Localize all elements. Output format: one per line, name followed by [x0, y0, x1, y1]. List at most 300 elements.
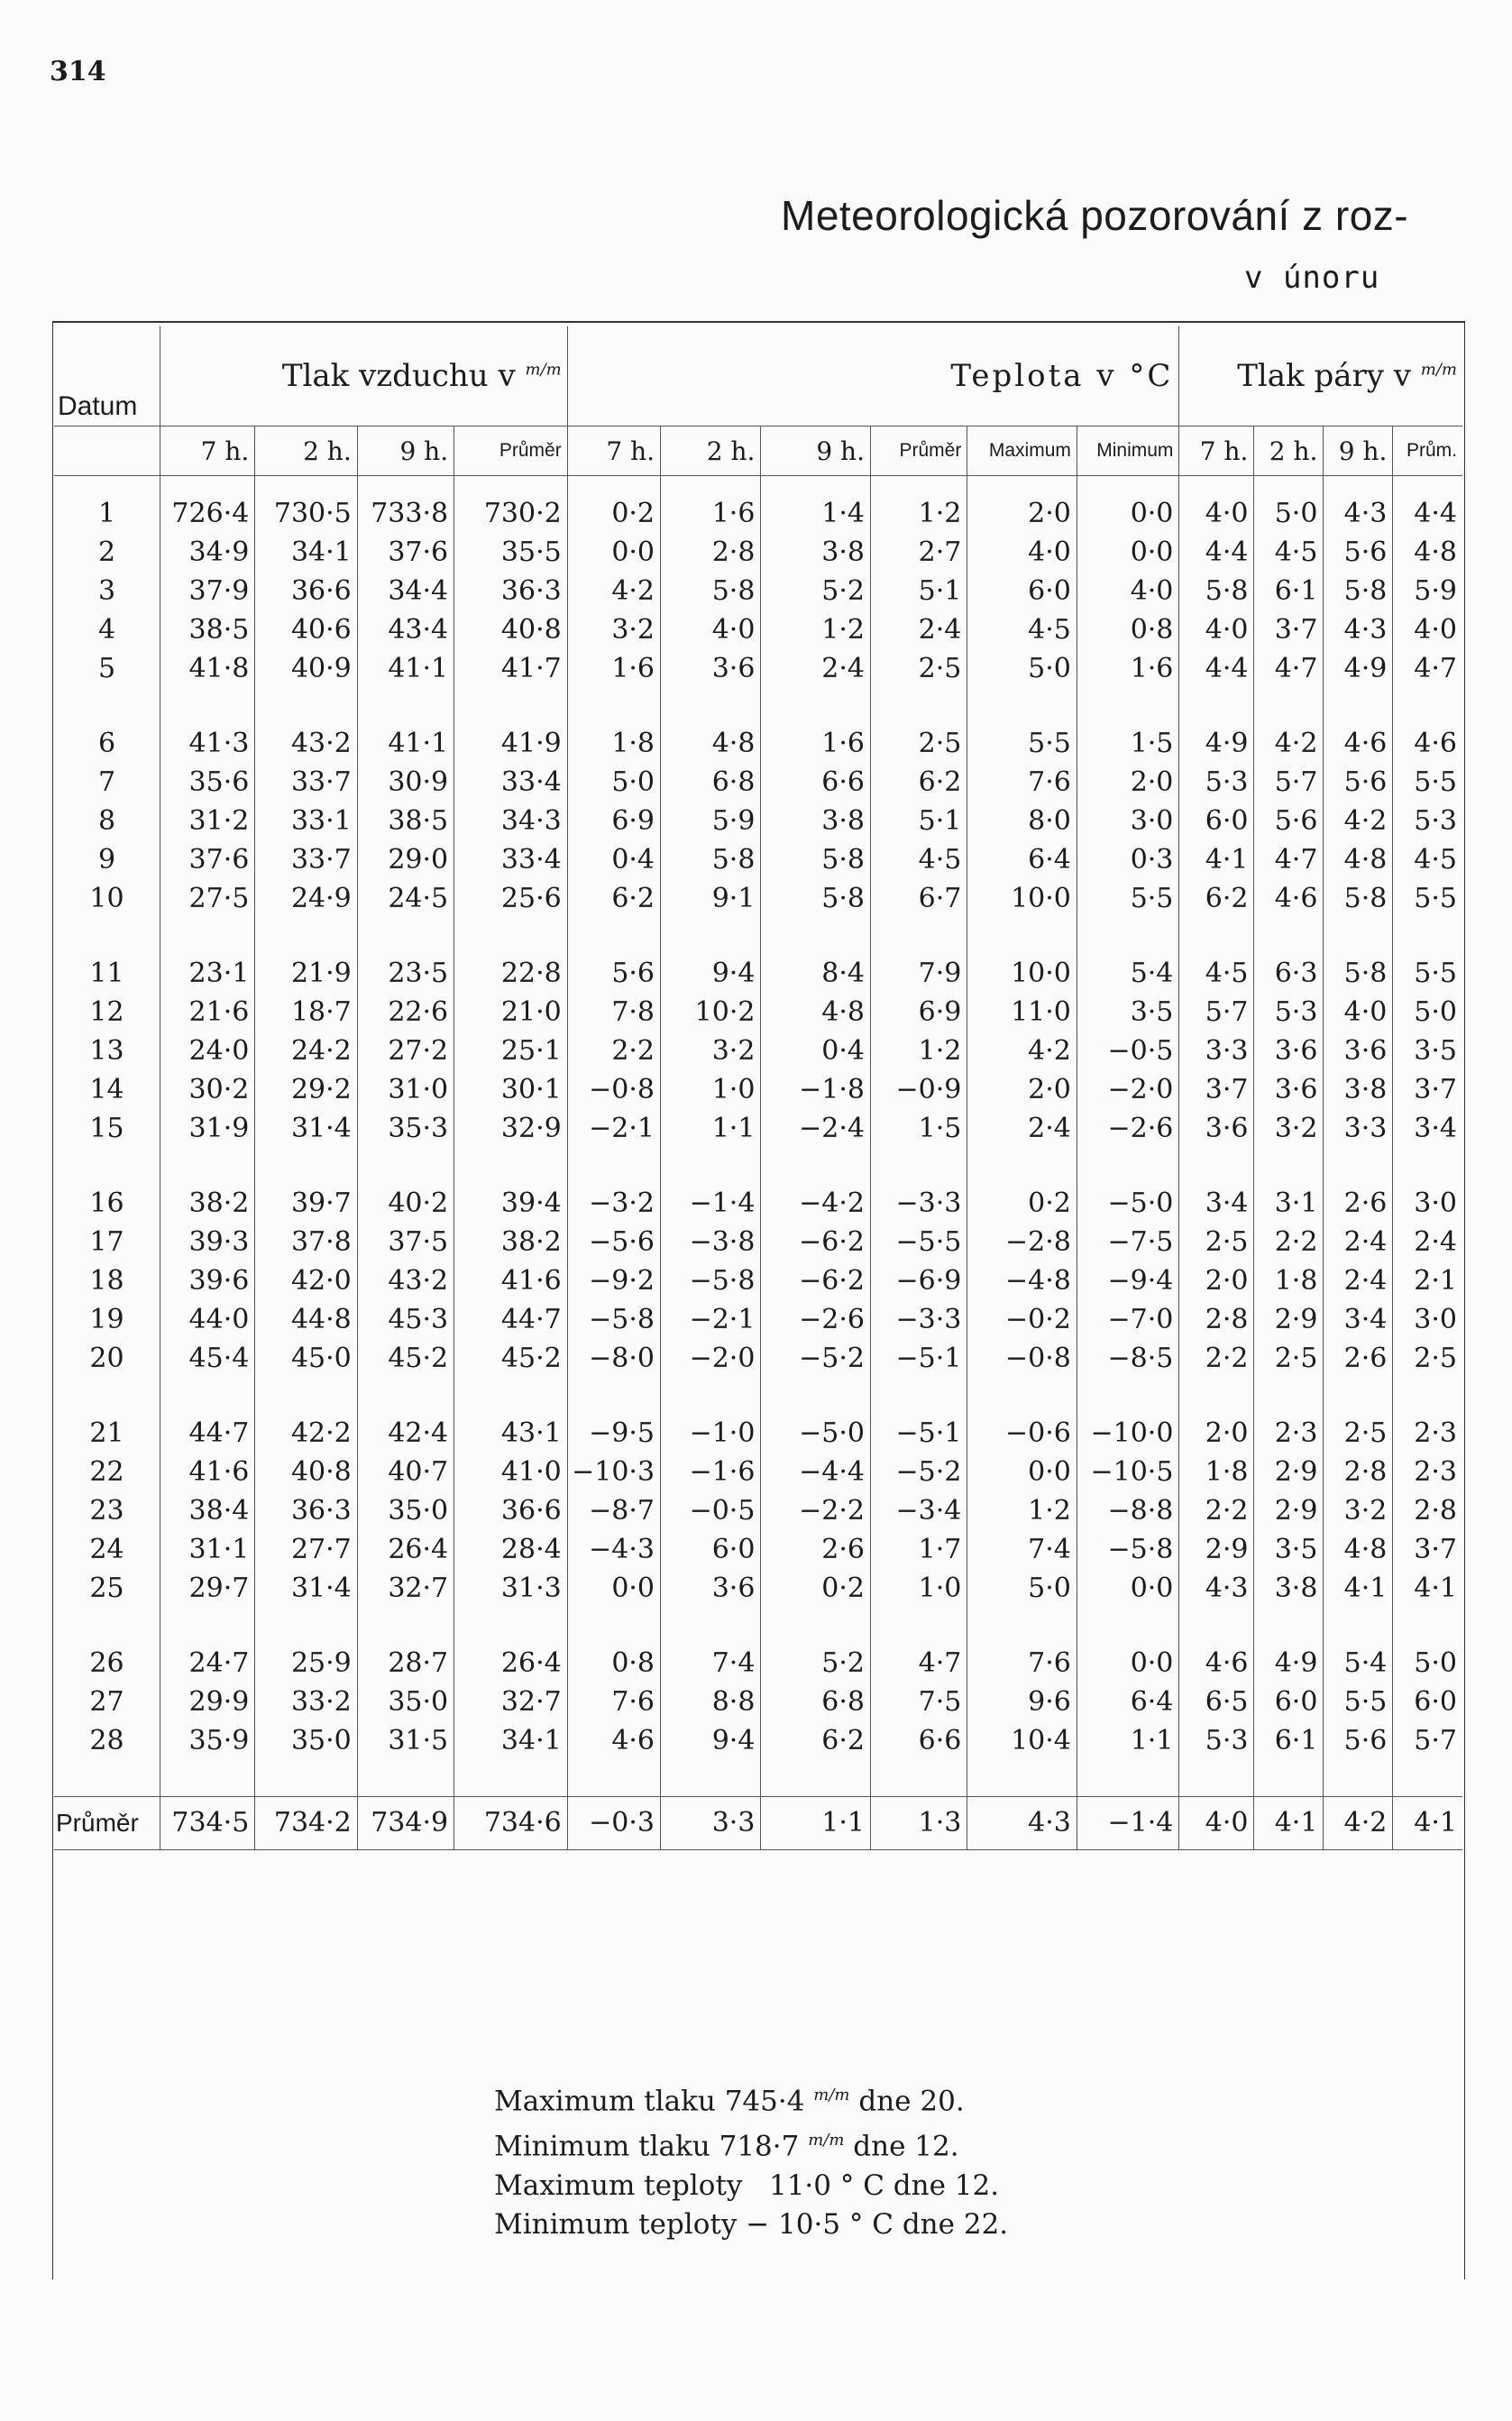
blank-cell [1254, 1378, 1324, 1414]
table-row [54, 1453, 1462, 1491]
value-cell: 34·1 [454, 1721, 568, 1760]
blank-cell [357, 1608, 454, 1644]
value-cell: 0·0 [567, 533, 660, 572]
value-cell: 3·5 [1077, 993, 1179, 1032]
value-cell: 2·9 [1254, 1300, 1324, 1339]
blank-cell [255, 1378, 357, 1414]
value-cell: 2·4 [1393, 1223, 1462, 1261]
value-cell: 4·9 [1324, 649, 1393, 688]
table-row [54, 494, 1462, 533]
value-cell: 8·8 [661, 1683, 761, 1721]
value-cell: 21·6 [160, 993, 254, 1032]
value-cell: −4·3 [567, 1530, 660, 1569]
value-cell: 5·5 [1393, 879, 1462, 918]
blank-cell [1077, 1608, 1179, 1644]
blank-cell [1393, 688, 1462, 724]
value-cell: 5·6 [1324, 1721, 1393, 1760]
blank-cell [1077, 1760, 1179, 1797]
value-cell: 726·4 [160, 494, 254, 533]
value-cell: 4·2 [567, 572, 660, 610]
day-cell: 9 [97, 844, 116, 876]
value-cell: 2·3 [1393, 1414, 1462, 1453]
value-cell: 4·4 [1179, 533, 1254, 572]
table-row [54, 840, 1462, 879]
value-cell: 5·8 [1179, 572, 1254, 610]
pressure-2h-header: 2 h. [255, 426, 357, 476]
table-row [54, 1184, 1462, 1223]
value-cell: 3·5 [1254, 1530, 1324, 1569]
value-cell: −3·2 [567, 1184, 660, 1223]
value-cell: −6·2 [761, 1223, 871, 1261]
day-cell: 21 [89, 1417, 124, 1449]
blank-cell [160, 1378, 254, 1414]
extremes-notes [494, 2076, 1008, 2244]
value-cell: 44·7 [160, 1414, 254, 1453]
datum-header: Datum [58, 391, 138, 421]
value-cell: 40·9 [255, 649, 357, 688]
value-cell: 2·5 [1324, 1414, 1393, 1453]
value-cell: 4·1 [1324, 1569, 1393, 1608]
value-cell: 4·6 [1254, 879, 1324, 918]
blank-cell [255, 688, 357, 724]
day-cell: 18 [89, 1265, 124, 1297]
value-cell: 28·4 [454, 1530, 568, 1569]
note-temp-min: Minimum teploty − 10·5 ° C dne 22. [494, 2207, 1009, 2241]
blank-cell [761, 1760, 871, 1797]
value-cell: 4·0 [1179, 494, 1254, 533]
value-cell: 5·5 [1324, 1683, 1393, 1721]
value-cell: 37·9 [160, 572, 254, 610]
value-cell: −8·8 [1077, 1491, 1179, 1530]
value-cell: 2·7 [870, 533, 967, 572]
blank-cell [357, 1148, 454, 1184]
blank-cell [357, 918, 454, 954]
value-cell: 5·0 [1254, 494, 1324, 533]
value-cell: 4·0 [1179, 610, 1254, 649]
value-cell: 3·2 [661, 1032, 761, 1070]
table-row [54, 1414, 1462, 1453]
blank-cell [1179, 1378, 1254, 1414]
value-cell: 2·3 [1254, 1414, 1324, 1453]
blank-cell [870, 476, 967, 495]
value-cell: −0·8 [967, 1339, 1077, 1378]
note-temp-max: Maximum teploty 11·0 ° C dne 12. [494, 2169, 1000, 2202]
value-cell: 7·6 [567, 1683, 660, 1721]
table-row [54, 1721, 1462, 1760]
value-cell: 30·9 [357, 763, 454, 802]
value-cell: 5·0 [1393, 1644, 1462, 1683]
value-cell: 27·2 [357, 1032, 454, 1070]
value-cell: 4·4 [1393, 494, 1462, 533]
value-cell: 1·2 [870, 494, 967, 533]
value-cell: 37·8 [255, 1223, 357, 1261]
blank-cell [870, 1608, 967, 1644]
temp-9h-header: 9 h. [761, 426, 871, 476]
value-cell: 2·0 [1179, 1414, 1254, 1453]
pressure-7h-header: 7 h. [160, 426, 254, 476]
value-cell: 0·0 [1077, 533, 1179, 572]
value-cell: 4·2 [967, 1032, 1077, 1070]
value-cell: 6·0 [1393, 1683, 1462, 1721]
value-cell: 31·1 [160, 1530, 254, 1569]
value-cell: −3·3 [870, 1300, 967, 1339]
value-cell: 2·0 [967, 1070, 1077, 1109]
value-cell: 31·5 [357, 1721, 454, 1760]
value-cell: 730·5 [255, 494, 357, 533]
group-gap-row [54, 1760, 1462, 1797]
value-cell: 31·3 [454, 1569, 568, 1608]
day-cell: 8 [97, 805, 116, 837]
day-cell: 3 [97, 575, 116, 607]
value-cell: 2·4 [761, 649, 871, 688]
value-cell: 4·5 [870, 840, 967, 879]
value-cell: −5·8 [661, 1261, 761, 1300]
value-cell: −5·1 [870, 1339, 967, 1378]
value-cell: 5·3 [1254, 993, 1324, 1032]
value-cell: 5·2 [761, 572, 871, 610]
value-cell: 25·6 [454, 879, 568, 918]
value-cell: 38·2 [454, 1223, 568, 1261]
blank-cell [357, 476, 454, 495]
value-cell: 9·4 [661, 1721, 761, 1760]
value-cell: 3·0 [1393, 1184, 1462, 1223]
value-cell: 44·8 [255, 1300, 357, 1339]
value-cell: 5·4 [1077, 954, 1179, 993]
value-cell: 3·7 [1254, 610, 1324, 649]
temp-max-header: Maximum [967, 426, 1077, 476]
spacer-row [54, 476, 1462, 495]
pressure-mean-header: Průměr [454, 426, 568, 476]
mean-value-cell: 3·3 [661, 1797, 761, 1850]
value-cell: 5·0 [567, 763, 660, 802]
blank-cell [1393, 1148, 1462, 1184]
value-cell: 4·9 [1254, 1644, 1324, 1683]
value-cell: 2·5 [870, 649, 967, 688]
value-cell: −5·2 [761, 1339, 871, 1378]
value-cell: 29·2 [255, 1070, 357, 1109]
value-cell: 5·3 [1179, 763, 1254, 802]
value-cell: −4·4 [761, 1453, 871, 1491]
blank-cell [357, 1378, 454, 1414]
blank-cell [1179, 1760, 1254, 1797]
day-cell: 7 [97, 766, 116, 798]
vapour-mean-header: Prům. [1393, 426, 1462, 476]
blank-cell [357, 688, 454, 724]
value-cell: 4·0 [1393, 610, 1462, 649]
value-cell: 2·4 [1324, 1261, 1393, 1300]
value-cell: 37·6 [357, 533, 454, 572]
group-gap-row [54, 918, 1462, 954]
blank-cell [54, 688, 160, 724]
value-cell: 5·1 [870, 802, 967, 840]
value-cell: 36·3 [255, 1491, 357, 1530]
day-cell: 13 [89, 1035, 124, 1067]
note-pressure-max: Maximum tlaku 745·4 $^{m/m}$ dne 20. [494, 2085, 965, 2118]
value-cell: 3·2 [1324, 1491, 1393, 1530]
blank-cell [1254, 1760, 1324, 1797]
value-cell: 5·8 [661, 572, 761, 610]
value-cell: 6·4 [1077, 1683, 1179, 1721]
blank-cell [761, 918, 871, 954]
value-cell: 39·4 [454, 1184, 568, 1223]
table-row [54, 1223, 1462, 1261]
value-cell: −2·0 [1077, 1070, 1179, 1109]
blank-cell [870, 688, 967, 724]
value-cell: 33·2 [255, 1683, 357, 1721]
value-cell: 0·0 [967, 1453, 1077, 1491]
vapour-9h-header: 9 h. [1324, 426, 1393, 476]
group-gap-row [54, 1608, 1462, 1644]
value-cell: 3·7 [1393, 1530, 1462, 1569]
value-cell: −5·0 [1077, 1184, 1179, 1223]
value-cell: 41·7 [454, 649, 568, 688]
blank-cell [567, 1378, 660, 1414]
table-row [54, 724, 1462, 763]
mean-value-cell: 1·3 [870, 1797, 967, 1850]
blank-cell [160, 918, 254, 954]
value-cell: 35·9 [160, 1721, 254, 1760]
value-cell: 32·7 [357, 1569, 454, 1608]
value-cell: 4·5 [967, 610, 1077, 649]
value-cell: 39·3 [160, 1223, 254, 1261]
value-cell: 45·2 [454, 1339, 568, 1378]
value-cell: 36·6 [454, 1491, 568, 1530]
value-cell: 2·2 [1254, 1223, 1324, 1261]
value-cell: 35·6 [160, 763, 254, 802]
blank-cell [1393, 918, 1462, 954]
value-cell: 5·7 [1393, 1721, 1462, 1760]
value-cell: 45·3 [357, 1300, 454, 1339]
table-row [54, 802, 1462, 840]
value-cell: −5·1 [870, 1414, 967, 1453]
value-cell: −0·5 [661, 1491, 761, 1530]
page-title: Meteorologická pozorování z roz- [781, 192, 1409, 239]
day-cell: 4 [97, 614, 116, 646]
value-cell: 2·4 [967, 1109, 1077, 1148]
value-cell: −0·6 [967, 1414, 1077, 1453]
temp-2h-header: 2 h. [661, 426, 761, 476]
value-cell: −5·2 [870, 1453, 967, 1491]
mean-value-cell: −1·4 [1077, 1797, 1179, 1850]
blank-cell [661, 1760, 761, 1797]
value-cell: 4·6 [1324, 724, 1393, 763]
value-cell: 38·2 [160, 1184, 254, 1223]
value-cell: 6·2 [761, 1721, 871, 1760]
table-row [54, 954, 1462, 993]
value-cell: 6·1 [1254, 572, 1324, 610]
value-cell: 1·2 [761, 610, 871, 649]
value-cell: 3·0 [1077, 802, 1179, 840]
value-cell: 1·0 [661, 1070, 761, 1109]
value-cell: 0·0 [1077, 1644, 1179, 1683]
value-cell: 0·2 [967, 1184, 1077, 1223]
value-cell: 2·6 [1324, 1339, 1393, 1378]
value-cell: 31·4 [255, 1109, 357, 1148]
blank-cell [761, 1148, 871, 1184]
value-cell: 0·4 [761, 1032, 871, 1070]
value-cell: 5·8 [1324, 572, 1393, 610]
value-cell: 38·5 [160, 610, 254, 649]
value-cell: 5·0 [1393, 993, 1462, 1032]
value-cell: 4·6 [567, 1721, 660, 1760]
value-cell: 4·8 [1324, 840, 1393, 879]
mean-value-cell: 734·2 [255, 1797, 357, 1850]
value-cell: 39·7 [255, 1184, 357, 1223]
table-row [54, 1644, 1462, 1683]
value-cell: 41·9 [454, 724, 568, 763]
value-cell: 42·4 [357, 1414, 454, 1453]
table-row [54, 1683, 1462, 1721]
value-cell: 43·2 [255, 724, 357, 763]
value-cell: 0·3 [1077, 840, 1179, 879]
value-cell: 35·0 [357, 1491, 454, 1530]
blank-cell [255, 476, 357, 495]
value-cell: 5·0 [967, 1569, 1077, 1608]
value-cell: −4·8 [967, 1261, 1077, 1300]
value-cell: 4·8 [761, 993, 871, 1032]
value-cell: 6·0 [1179, 802, 1254, 840]
value-cell: 8·0 [967, 802, 1077, 840]
blank-cell [454, 1378, 568, 1414]
blank-cell [1179, 1608, 1254, 1644]
blank-cell [357, 1760, 454, 1797]
value-cell: 1·8 [1254, 1261, 1324, 1300]
value-cell: −2·6 [761, 1300, 871, 1339]
value-cell: 29·7 [160, 1569, 254, 1608]
value-cell: 3·4 [1179, 1184, 1254, 1223]
value-cell: 2·5 [1393, 1339, 1462, 1378]
value-cell: −2·6 [1077, 1109, 1179, 1148]
value-cell: −6·2 [761, 1261, 871, 1300]
blank-cell [454, 918, 568, 954]
day-cell: 25 [89, 1573, 124, 1604]
value-cell: 3·3 [1324, 1109, 1393, 1148]
value-cell: 31·0 [357, 1070, 454, 1109]
value-cell: 0·4 [567, 840, 660, 879]
day-cell: 24 [89, 1534, 124, 1565]
value-cell: −7·0 [1077, 1300, 1179, 1339]
table-row [54, 1070, 1462, 1109]
table-row [54, 1300, 1462, 1339]
blank-cell [54, 1608, 160, 1644]
value-cell: 11·0 [967, 993, 1077, 1032]
blank-cell [1077, 476, 1179, 495]
blank-header [54, 426, 160, 476]
value-cell: 2·3 [1393, 1453, 1462, 1491]
day-cell: 2 [97, 536, 116, 568]
value-cell: 4·0 [1324, 993, 1393, 1032]
observation-body [54, 476, 1462, 1850]
value-cell: 40·8 [454, 610, 568, 649]
day-cell: 12 [89, 996, 124, 1028]
value-cell: 6·8 [761, 1683, 871, 1721]
value-cell: 1·7 [870, 1530, 967, 1569]
value-cell: 38·4 [160, 1491, 254, 1530]
observation-table [54, 326, 1462, 1850]
value-cell: 3·8 [1324, 1070, 1393, 1109]
mean-value-cell: 4·2 [1324, 1797, 1393, 1850]
blank-cell [967, 918, 1077, 954]
value-cell: 33·7 [255, 763, 357, 802]
value-cell: 6·0 [1254, 1683, 1324, 1721]
blank-cell [160, 688, 254, 724]
blank-cell [870, 918, 967, 954]
value-cell: 7·6 [967, 1644, 1077, 1683]
value-cell: 41·8 [160, 649, 254, 688]
value-cell: 1·1 [661, 1109, 761, 1148]
value-cell: −0·8 [567, 1070, 660, 1109]
value-cell: 4·6 [1179, 1644, 1254, 1683]
value-cell: 24·7 [160, 1644, 254, 1683]
value-cell: 7·4 [661, 1644, 761, 1683]
value-cell: 35·5 [454, 533, 568, 572]
value-cell: 41·0 [454, 1453, 568, 1491]
value-cell: 7·8 [567, 993, 660, 1032]
value-cell: 4·0 [661, 610, 761, 649]
value-cell: 2·6 [1324, 1184, 1393, 1223]
value-cell: 2·4 [1324, 1223, 1393, 1261]
table-row [54, 533, 1462, 572]
value-cell: 4·8 [1393, 533, 1462, 572]
value-cell: 5·8 [1324, 879, 1393, 918]
value-cell: 30·1 [454, 1070, 568, 1109]
value-cell: 3·4 [1393, 1109, 1462, 1148]
value-cell: 45·4 [160, 1339, 254, 1378]
day-cell: 20 [89, 1343, 124, 1374]
value-cell: 5·3 [1393, 802, 1462, 840]
value-cell: 7·6 [967, 763, 1077, 802]
mean-value-cell: −0·3 [567, 1797, 660, 1850]
value-cell: 2·1 [1393, 1261, 1462, 1300]
table-row [54, 1261, 1462, 1300]
day-cell: 5 [97, 653, 116, 684]
value-cell: 6·3 [1254, 954, 1324, 993]
value-cell: 1·6 [661, 494, 761, 533]
blank-cell [1324, 1608, 1393, 1644]
table-row [54, 993, 1462, 1032]
value-cell: −1·8 [761, 1070, 871, 1109]
value-cell: 3·7 [1393, 1070, 1462, 1109]
blank-cell [1077, 918, 1179, 954]
temperature-header: Teplota v °C [567, 326, 1179, 426]
value-cell: 9·1 [661, 879, 761, 918]
value-cell: 37·6 [160, 840, 254, 879]
value-cell: −0·5 [1077, 1032, 1179, 1070]
value-cell: 29·0 [357, 840, 454, 879]
value-cell: 29·9 [160, 1683, 254, 1721]
value-cell: 22·8 [454, 954, 568, 993]
value-cell: 4·8 [661, 724, 761, 763]
blank-cell [1179, 688, 1254, 724]
value-cell: 1·8 [567, 724, 660, 763]
value-cell: −1·6 [661, 1453, 761, 1491]
blank-cell [1077, 688, 1179, 724]
value-cell: 41·3 [160, 724, 254, 763]
value-cell: 42·0 [255, 1261, 357, 1300]
blank-cell [1077, 1148, 1179, 1184]
value-cell: 4·3 [1324, 494, 1393, 533]
value-cell: 3·2 [567, 610, 660, 649]
value-cell: 3·6 [1179, 1109, 1254, 1148]
blank-cell [967, 1608, 1077, 1644]
blank-cell [661, 1378, 761, 1414]
blank-cell [1254, 688, 1324, 724]
value-cell: 26·4 [357, 1530, 454, 1569]
day-cell: 17 [89, 1226, 124, 1258]
value-cell: 43·4 [357, 610, 454, 649]
value-cell: 34·4 [357, 572, 454, 610]
value-cell: 41·1 [357, 649, 454, 688]
